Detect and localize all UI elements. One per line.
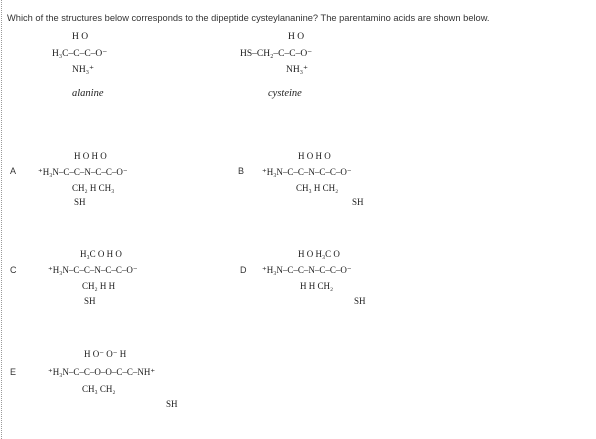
option-c-below2: SH [84, 296, 96, 306]
alanine-top: H O [72, 32, 89, 42]
question-text: Which of the structures below corresponds to the dipeptide cysteylananine? The parentamino acids are shown below. [7, 13, 490, 23]
option-d-structure[interactable] [262, 248, 402, 312]
option-d-below1: H H CH₂ [300, 281, 334, 291]
alanine-structure [52, 30, 142, 82]
option-e-below2: SH [166, 399, 178, 409]
option-a-structure[interactable] [38, 150, 178, 212]
option-e-below1: CH₃ CH₂ [82, 384, 116, 394]
option-a-letter[interactable]: A [10, 166, 17, 176]
option-a-top: H O H O [74, 151, 107, 161]
option-e-top: H O⁻ O⁻ H [84, 349, 127, 359]
option-b-letter[interactable]: B [238, 166, 245, 176]
option-a-below2: SH [74, 197, 86, 207]
cysteine-top: H O [288, 32, 305, 42]
option-b-below1: CH₃ H CH₂ [296, 183, 339, 193]
alanine-label: alanine [72, 88, 104, 99]
option-a-below1: CH₂ H CH₃ [72, 183, 115, 193]
option-b-below2: SH [352, 197, 364, 207]
option-d-top: H O H₃C O [298, 249, 340, 259]
option-b-structure[interactable] [262, 150, 402, 212]
cysteine-structure [240, 30, 350, 82]
cysteine-chain: HS–CH₂–C–C–O⁻ [240, 49, 313, 59]
option-c-letter[interactable]: C [10, 265, 17, 275]
alanine-chain: H₃C–C–C–O⁻ [52, 49, 108, 59]
cysteine-bottom: NH₃⁺ [286, 65, 309, 75]
option-d-below2: SH [354, 296, 366, 306]
option-c-top: H₃C O H O [80, 249, 122, 259]
option-d-chain: ⁺H₃N–C–C–N–C–C–O⁻ [262, 265, 352, 275]
option-c-chain: ⁺H₃N–C–C–N–C–C–O⁻ [48, 265, 138, 275]
option-e-letter[interactable]: E [10, 367, 17, 377]
option-b-chain: ⁺H₃N–C–C–N–C–C–O⁻ [262, 167, 352, 177]
option-c-below1: CH₂ H H [82, 281, 116, 291]
alanine-bottom: NH₃⁺ [72, 65, 95, 75]
option-a-chain: ⁺H₃N–C–C–N–C–C–O⁻ [38, 167, 128, 177]
cysteine-label: cysteine [268, 88, 302, 99]
option-e-structure[interactable] [48, 347, 228, 415]
option-d-letter[interactable]: D [240, 265, 247, 275]
option-b-top: H O H O [298, 151, 331, 161]
option-e-chain: ⁺H₃N–C–C–O–O–C–C–NH⁺ [48, 367, 156, 377]
option-c-structure[interactable] [48, 248, 188, 312]
left-border [1, 0, 2, 439]
